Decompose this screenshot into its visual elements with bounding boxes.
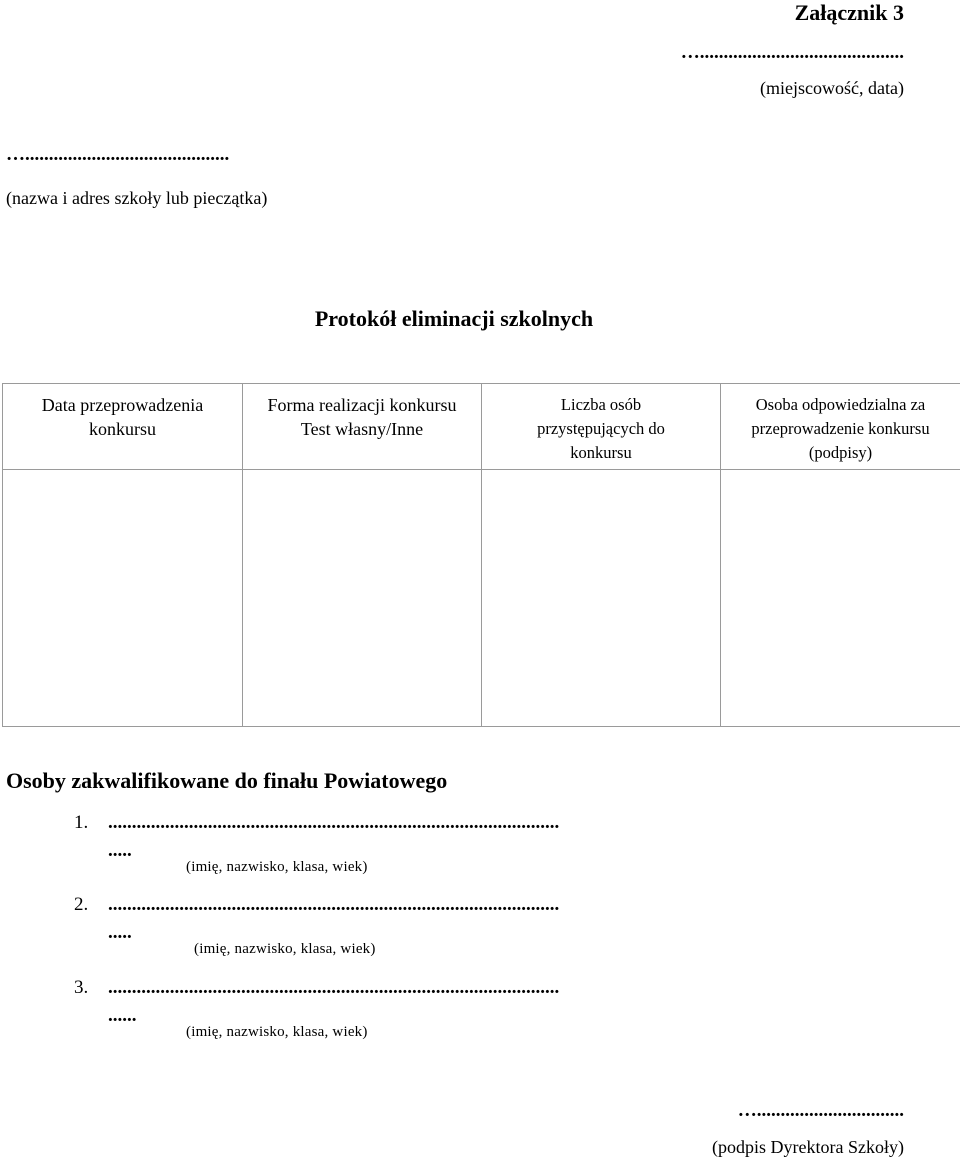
- signatures-cell[interactable]: [721, 470, 960, 727]
- entry-caption: (imię, nazwisko, klasa, wiek): [186, 1024, 368, 1040]
- entry-name-field-continuation: .....: [108, 922, 132, 943]
- entry-number: 3.: [74, 977, 89, 998]
- attachment-label: Załącznik 3: [794, 0, 904, 25]
- column-header-participants: [482, 384, 721, 470]
- form-cell[interactable]: [243, 470, 482, 727]
- column-header-line: Data przeprowadzenia: [41, 395, 204, 415]
- director-signature-field[interactable]: …...............................: [737, 1100, 904, 1121]
- qualified-section-title: Osoby zakwalifikowane do finału Powiatowego: [6, 768, 448, 793]
- entry-name-field[interactable]: ...............................................................................................: [108, 812, 560, 833]
- date-cell[interactable]: [3, 470, 243, 727]
- place-date-field[interactable]: …...........................................: [680, 42, 904, 63]
- entry-name-field-continuation: .....: [108, 840, 132, 861]
- column-header-line: Liczba osób: [560, 395, 642, 414]
- column-header-line: konkursu: [570, 443, 632, 462]
- column-header-form: [243, 384, 482, 470]
- entry-name-field[interactable]: ...............................................................................................: [108, 894, 560, 915]
- column-header-line: Osoba odpowiedzialna za: [755, 395, 926, 414]
- entry-number: 2.: [74, 894, 89, 915]
- entry-name-field-continuation: ......: [108, 1005, 137, 1026]
- entry-caption: (imię, nazwisko, klasa, wiek): [194, 941, 376, 957]
- entry-number: 1.: [74, 812, 89, 833]
- column-header-line: Test własny/Inne: [300, 419, 424, 439]
- protocol-table: [2, 383, 960, 727]
- place-date-caption: (miejscowość, data): [760, 78, 904, 98]
- entry-name-field[interactable]: ...............................................................................................: [108, 977, 560, 998]
- column-header-responsible: [721, 384, 960, 470]
- school-name-field[interactable]: …...........................................: [6, 144, 230, 165]
- table-row: [3, 470, 960, 727]
- school-name-caption: (nazwa i adres szkoły lub pieczątka): [6, 188, 268, 208]
- entry-caption: (imię, nazwisko, klasa, wiek): [186, 859, 368, 875]
- column-header-line: Forma realizacji konkursu: [267, 395, 457, 415]
- column-header-date: [3, 384, 243, 470]
- director-signature-caption: (podpis Dyrektora Szkoły): [712, 1137, 904, 1157]
- participants-cell[interactable]: [482, 470, 721, 727]
- column-header-line: (podpisy): [808, 443, 873, 462]
- column-header-line: przeprowadzenie konkursu: [751, 419, 930, 438]
- document-title: Protokół eliminacji szkolnych: [314, 306, 594, 331]
- table-header-row: [3, 384, 960, 470]
- column-header-line: przystępujących do: [537, 419, 665, 438]
- column-header-line: konkursu: [89, 419, 156, 439]
